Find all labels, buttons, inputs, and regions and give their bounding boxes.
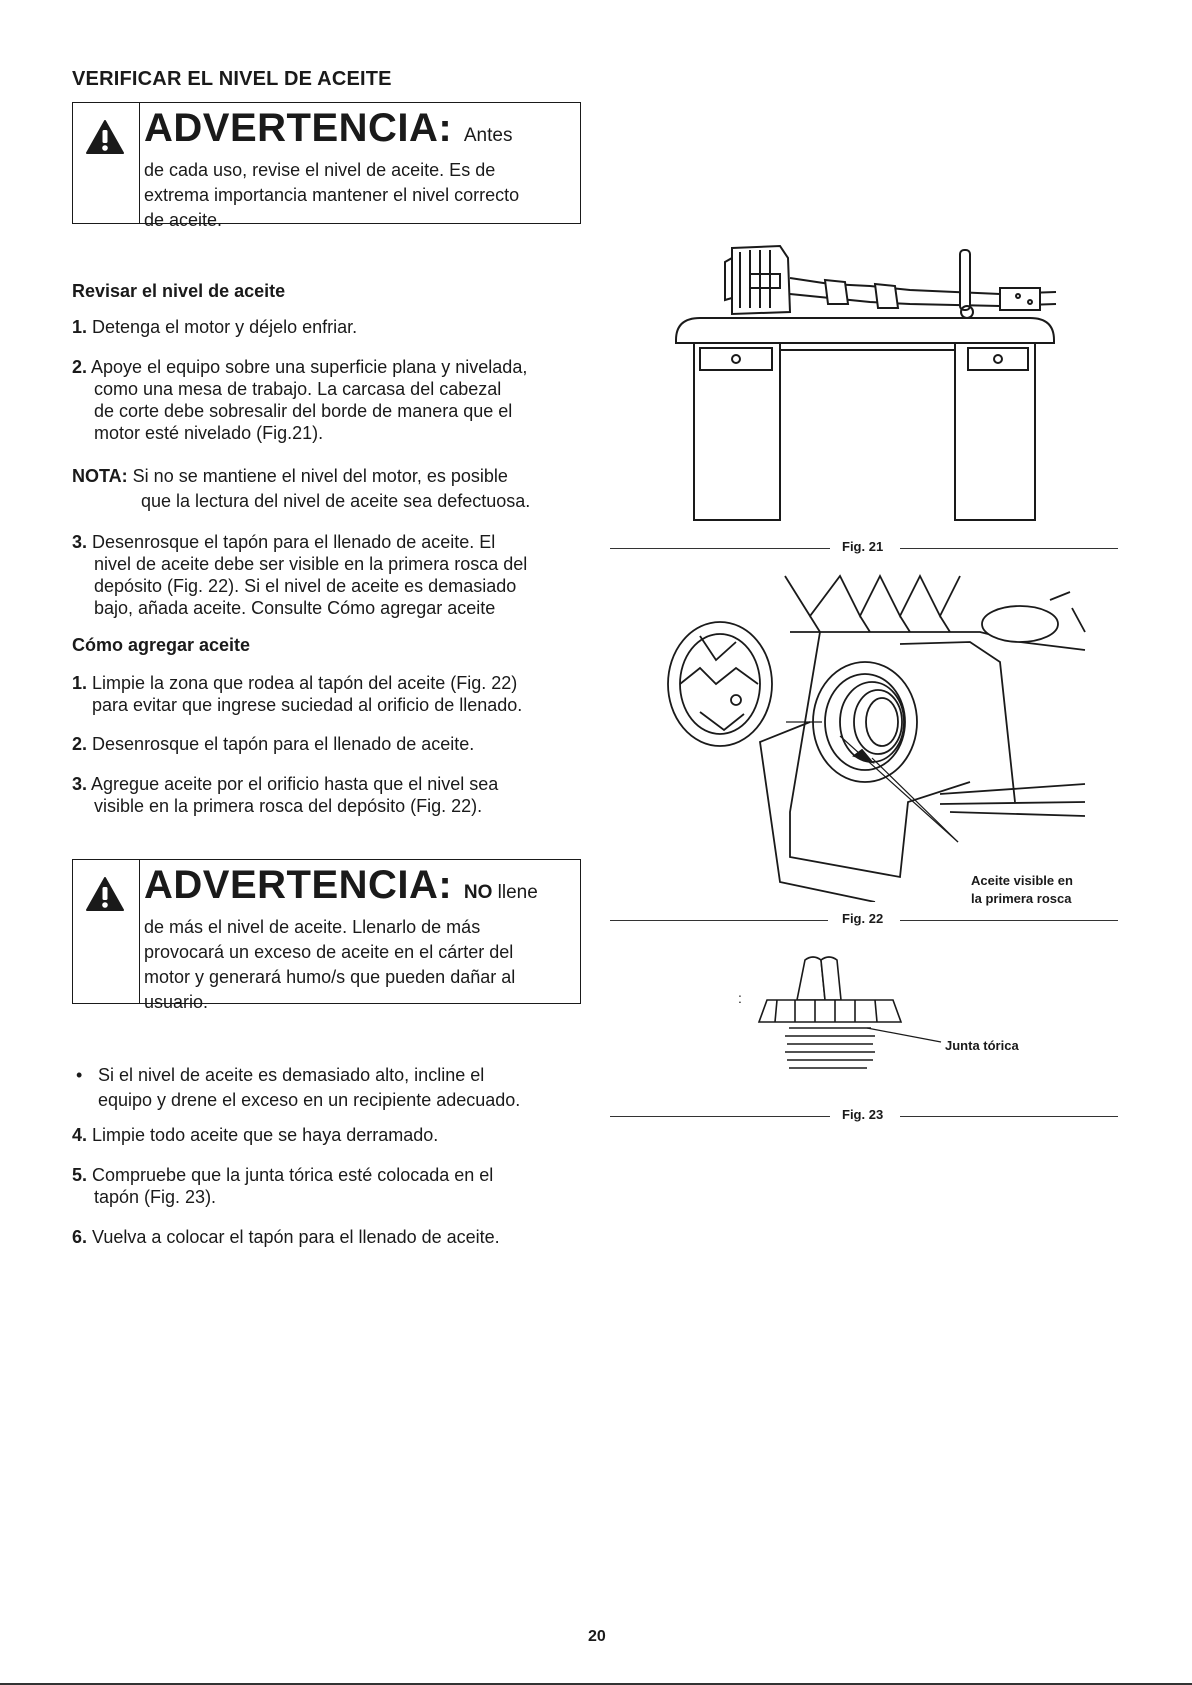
fig23-label: Fig. 23 (842, 1107, 884, 1122)
check-step-1 (72, 316, 592, 338)
fig23-mark: : (738, 990, 742, 1006)
note-label: NOTA: (72, 466, 128, 486)
warning-line: de cada uso, revise el nivel de aceite. Es de (144, 160, 496, 180)
step-number: 2. (72, 357, 88, 377)
warning-line: de aceite. (144, 210, 223, 230)
warning-lead-emphasis: NO (463, 882, 493, 903)
step-text: Detenga el motor y déjelo enfriar. (92, 317, 358, 337)
fig22-rule-left (610, 920, 828, 921)
warning-box-overfill (72, 859, 581, 1012)
fig23-rule-left (610, 1116, 830, 1117)
add-step-3 (72, 773, 592, 817)
step-number: 3. (72, 774, 88, 794)
add-step-1 (72, 672, 592, 716)
warning-line: de más el nivel de aceite. Llenarlo de más (144, 917, 481, 937)
warning-content (142, 860, 580, 1019)
step-text: Agregue aceite por el orificio hasta que el nivel sea (91, 774, 499, 794)
step-text: motor esté nivelado (Fig.21). (94, 423, 324, 443)
note (72, 464, 592, 514)
page-number: 20 (588, 1628, 606, 1645)
fig22-rule-right (900, 920, 1118, 921)
fig21-rule-right (900, 548, 1118, 549)
final-step-4 (72, 1124, 592, 1146)
add-step-2 (72, 733, 592, 755)
warning-label: ADVERTENCIA: (144, 106, 453, 150)
check-step-3 (72, 531, 592, 619)
warning-lead (464, 882, 538, 903)
warning-triangle-icon (85, 876, 125, 912)
step-text: bajo, añada aceite. Consulte Cómo agregar aceite (94, 598, 496, 618)
step-number: 1. (72, 673, 88, 693)
fig22-illustration (640, 572, 1090, 902)
fig22-label: Fig. 22 (842, 911, 884, 926)
final-step-5 (72, 1164, 592, 1208)
step-text: Limpie la zona que rodea al tapón del aceite (Fig. 22) (92, 673, 518, 693)
warning-line: extrema importancia mantener el nivel correcto (144, 185, 520, 205)
step-number: 1. (72, 317, 88, 337)
fig21-illustration (670, 228, 1060, 528)
warning-heading (144, 863, 572, 915)
warning-box-check (72, 102, 581, 230)
warning-label: ADVERTENCIA: (144, 863, 453, 907)
warning-line: usuario. (144, 992, 209, 1012)
step-text: Desenrosque el tapón para el llenado de aceite. (92, 734, 475, 754)
callout-line: Aceite visible en (971, 873, 1073, 888)
step-text: Desenrosque el tapón para el llenado de aceite. El (92, 532, 496, 552)
step-text: depósito (Fig. 22). Si el nivel de aceite es demasiado (94, 576, 517, 596)
step-number: 2. (72, 734, 88, 754)
fig23-rule-right (900, 1116, 1118, 1117)
note-text: que la lectura del nivel de aceite sea defectuosa. (141, 491, 531, 511)
step-text: Vuelva a colocar el tapón para el llenado de aceite. (92, 1227, 500, 1247)
warning-lead: Antes (463, 125, 513, 146)
add-heading: Cómo agregar aceite (72, 635, 251, 655)
note-text: Si no se mantiene el nivel del motor, es posible (132, 466, 508, 486)
step-number: 3. (72, 532, 88, 552)
bullet-text: Si el nivel de aceite es demasiado alto, incline el (98, 1065, 485, 1085)
warning-line: provocará un exceso de aceite en el cárter del (144, 942, 514, 962)
step-text: Compruebe que la junta tórica esté colocada en el (92, 1165, 494, 1185)
step-text: para evitar que ingrese suciedad al orificio de llenado. (92, 695, 523, 715)
final-step-6 (72, 1226, 592, 1248)
step-text: Apoye el equipo sobre una superficie plana y nivelada, (91, 357, 528, 377)
step-number: 5. (72, 1165, 88, 1185)
step-text: de corte debe sobresalir del borde de manera que el (94, 401, 513, 421)
warning-triangle-icon (85, 119, 125, 155)
fig22-callout (971, 872, 1073, 908)
step-text: nivel de aceite debe ser visible en la primera rosca del (94, 554, 528, 574)
bullet-text: equipo y drene el exceso en un recipiente adecuado. (98, 1090, 521, 1110)
section-title: VERIFICAR EL NIVEL DE ACEITE (72, 68, 392, 90)
step-number: 4. (72, 1125, 88, 1145)
bullet-dot: • (76, 1065, 83, 1085)
callout-line: la primera rosca (971, 891, 1072, 906)
step-text: tapón (Fig. 23). (94, 1187, 217, 1207)
check-heading: Revisar el nivel de aceite (72, 281, 286, 301)
bullet-item (72, 1063, 592, 1113)
warning-heading (144, 106, 572, 158)
step-text: Limpie todo aceite que se haya derramado. (92, 1125, 439, 1145)
fig23-illustration (755, 952, 945, 1082)
warning-line: motor y generará humo/s que pueden dañar al (144, 967, 516, 987)
step-text: como una mesa de trabajo. La carcasa del cabezal (94, 379, 502, 399)
warning-content (142, 103, 580, 237)
step-text: visible en la primera rosca del depósito (Fig. 22). (94, 796, 483, 816)
warning-icon-column (73, 860, 140, 1003)
check-step-2 (72, 356, 592, 444)
fig21-rule-left (610, 548, 830, 549)
fig21-label: Fig. 21 (842, 539, 884, 554)
warning-icon-column (73, 103, 140, 223)
fig23-callout: Junta tórica (945, 1038, 1019, 1053)
step-number: 6. (72, 1227, 88, 1247)
warning-lead-text: llene (497, 882, 538, 903)
